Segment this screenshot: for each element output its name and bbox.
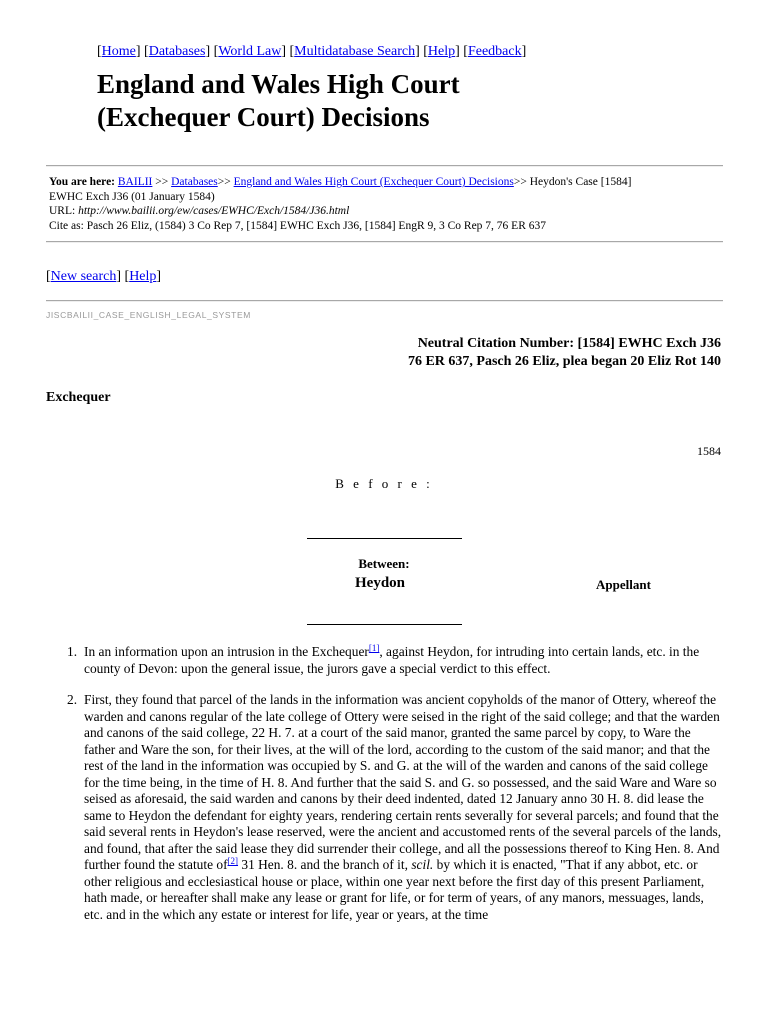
breadcrumb-court-link[interactable]: England and Wales High Court (Exchequer Court) Decisions (233, 176, 514, 188)
party-separator (307, 538, 462, 539)
breadcrumb-separator: >> (155, 176, 169, 188)
paragraph-text: , against Heydon, for intruding into certain lands, etc. in the county of Devon: upon the general issue, the jurors gave a special verdict to this effect. (84, 644, 700, 676)
breadcrumb-label: You are here: (49, 176, 116, 188)
paragraph-text: First, they found that parcel of the lands in the information was ancient copyholds of the manor of Ottery, whereof the warden and canons regular of the late college of Ottery were seised in the right of the said college; and that the warden and canons of the said college, 22 H. 7. at a court of the said manor, granted the same parcel by copy, to Ware the father and Ware the son, for their lives, at the will of the lord, according to the custom of the said manor; and that the rest of the land in the information was occupied by S. and G. at the will of the warden and canons of the said college for the time being, in the time of H. 8. And further that the said S. and G. so possessed, and the said Ware and Ware so seised as aforesaid, the said warden and canons by their deed indented, dated 12 January anno 30 H. 8. did lease the same to Heydon the defendant for eighty years, rendering certain rents severally for several parcels; and found that the said several rents in Heydon's lease reserved, were the ancient and accustomed rents of the several parcels of the lands, and found, that after the said lease they did surrender their college, and all the possessions thereof to King Hen. 8. And further found the statute of (84, 692, 722, 872)
paragraph-text: In an information upon an intrusion in the Exchequer (84, 644, 369, 659)
nav-help-link[interactable]: Help (427, 44, 456, 59)
new-search-link[interactable]: New search (50, 269, 117, 284)
breadcrumb-separator: >> (513, 176, 527, 188)
nav-home-link[interactable]: Home (101, 44, 136, 59)
help-link[interactable]: Help (129, 269, 157, 284)
paragraph-text: by which it is enacted, "That if any abbot, etc. or other religious and ecclesiastical house or place, within one year next before the first day of this present Parliament, hath made, or hereafter shall make any lease or grant for life, or for term of years, of any manors, messuages, lands, etc. and in the which any estate or interest for life, year or years, at the time (84, 857, 705, 922)
page-title-line1: England and Wales High Court (97, 69, 460, 99)
paragraph-number: 1. (67, 644, 78, 659)
breadcrumb-case-citation: EWHC Exch J36 (01 January 1584) (49, 190, 215, 203)
divider (46, 165, 723, 167)
footnote-link[interactable]: [1] (368, 643, 380, 653)
breadcrumb-databases-link[interactable]: Databases (171, 176, 218, 188)
page-title (97, 68, 460, 134)
paragraph-text: 31 Hen. 8. and the branch of it, (238, 857, 412, 872)
nav-feedback-link[interactable]: Feedback (467, 44, 522, 59)
top-nav: [Home] [Databases] [World Law] [Multidatabase Search] [Help] [Feedback] (97, 44, 527, 59)
party-separator (307, 624, 462, 625)
footnote-link[interactable]: [2] (227, 856, 239, 866)
party-name: Heydon (355, 575, 406, 591)
court-name: Exchequer (46, 390, 111, 405)
neutral-citation-line2: 76 ER 637, Pasch 26 Eliz, plea began 20 Eliz Rot 140 (407, 354, 721, 369)
before-label: B e f o r e : (335, 476, 433, 491)
paragraph (67, 692, 724, 923)
judgment-paragraphs (67, 643, 724, 938)
nav-multidatabase-search-link[interactable]: Multidatabase Search (294, 44, 416, 59)
breadcrumb-bailii-link[interactable]: BAILII (117, 176, 153, 188)
cite-as: Cite as: Pasch 26 Eliz, (1584) 3 Co Rep 7, [1584] EWHC Exch J36, [1584] EngR 9, 3 Co Rep 7, 76 ER 637 (49, 219, 547, 232)
paragraph-text-italic: scil. (411, 857, 434, 872)
page-title-line2: (Exchequer Court) Decisions (97, 102, 430, 132)
divider (46, 300, 723, 302)
paragraph (67, 643, 724, 677)
breadcrumb-separator: >> (217, 176, 231, 188)
neutral-citation (408, 335, 721, 371)
nav-world-law-link[interactable]: World Law (218, 44, 282, 59)
divider (46, 241, 723, 243)
breadcrumb-case: Heydon's Case [1584] (529, 176, 632, 188)
category-tag: JISCBAILII_CASE_ENGLISH_LEGAL_SYSTEM (46, 310, 251, 320)
party-role: Appellant (596, 577, 651, 592)
url-label: URL: (49, 205, 76, 217)
sub-nav: [New search] [Help] (46, 269, 162, 284)
paragraph-number: 2. (67, 692, 78, 707)
judgment-date: 1584 (697, 444, 721, 458)
breadcrumb (49, 175, 729, 233)
url-value: http://www.bailii.org/ew/cases/EWHC/Exch/1584/J36.html (78, 205, 350, 217)
between-label: Between: (358, 556, 410, 571)
nav-databases-link[interactable]: Databases (148, 44, 206, 59)
neutral-citation-line1: Neutral Citation Number: [1584] EWHC Exch J36 (417, 336, 721, 351)
